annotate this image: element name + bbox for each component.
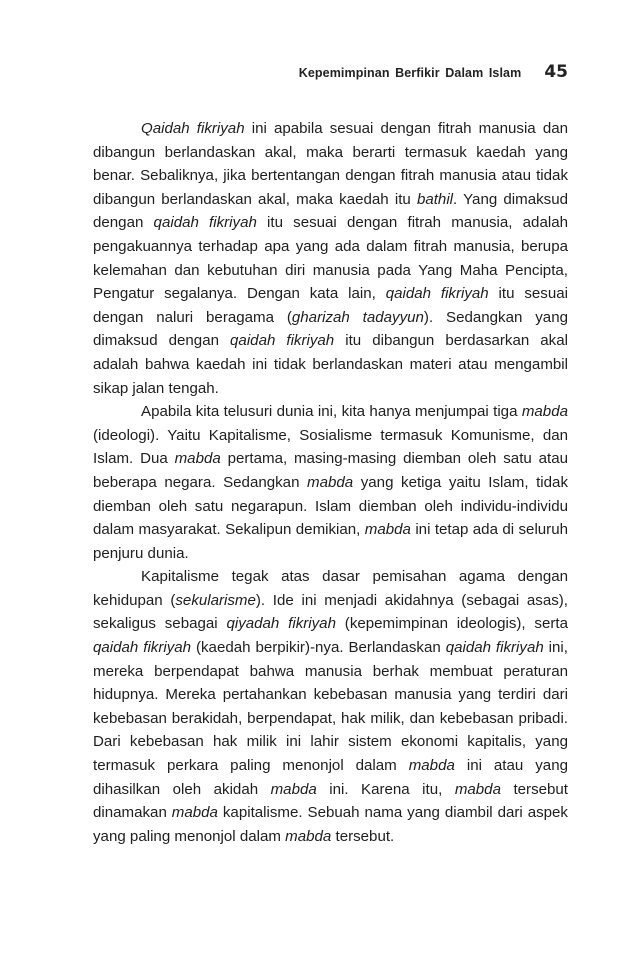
italic-term: qaidah fikriyah [445, 639, 544, 657]
paragraph [93, 117, 568, 400]
italic-term: qiyadah fikriyah [226, 615, 336, 633]
text-run: (ideologi). Yaitu Kapitalisme, Sosialisme termasuk Komunisme, dan Islam. Dua [93, 426, 568, 468]
text-run: ). Sedangkan yang dimaksud dengan [93, 308, 568, 350]
text-run: ini tetap ada di seluruh penjuru dunia. [93, 521, 569, 562]
text-run: itu sesuai dengan naluri beragama ( [93, 285, 568, 326]
italic-term: mabda [171, 804, 218, 822]
italic-term: mabda [408, 757, 455, 775]
running-head [93, 62, 568, 90]
text-run: tersebut dinamakan [93, 780, 568, 822]
italic-term: qaidah fikriyah [385, 285, 489, 303]
text-run: tersebut. [331, 827, 395, 845]
italic-term: mabda [307, 473, 354, 491]
text-run: pertama, masing-masing diemban oleh satu atau beberapa negara. Sedangkan [93, 450, 568, 491]
text-run: itu dibangun berdasarkan akal adalah bahwa kaedah ini tidak berlandaskan materi atau mengambil sikap jalan tengah. [93, 332, 568, 397]
italic-term: qaidah fikriyah [230, 332, 335, 350]
text-run: ini, mereka berpendapat bahwa manusia berhak membuat peraturan hidupnya. Mereka pertahankan kebebasan manusia yang terdiri dari kebebasan berakidah, berpendapat, hak milik, dan kebebasan pribadi. Dari kebebasan hak milik ini lahir sistem ekonomi kapitalis, yang termasuk perkara paling menonjol dalam [93, 639, 568, 775]
text-run: (kaedah berpikir)-nya. Berlandaskan [191, 639, 446, 657]
italic-term: mabda [285, 827, 332, 845]
italic-term: mabda [270, 780, 317, 798]
italic-term: sekularisme [175, 591, 256, 609]
body-text [93, 117, 568, 848]
italic-term: qaidah fikriyah [153, 214, 257, 232]
text-run: . Yang dimaksud dengan [93, 190, 568, 232]
italic-term: Qaidah fikriyah [141, 120, 245, 137]
text-run: ). Ide ini menjadi akidahnya (sebagai asas), sekaligus sebagai [93, 591, 568, 633]
italic-term: mabda [521, 403, 568, 421]
page-number: 45 [544, 62, 568, 82]
text-run: itu sesuai dengan fitrah manusia, adalah pengakuannya terhadap apa yang ada dalam fitrah manusia, berupa kelemahan dan kebutuhan diri manusia pada Yang Maha Pencipta, Pengatur segalanya. Dengan kata lain, [93, 214, 568, 303]
paragraph [93, 565, 568, 848]
italic-term: gharizah tadayyun [291, 308, 424, 326]
text-run: Kapitalisme tegak atas dasar pemisahan agama dengan kehidupan ( [93, 568, 568, 609]
text-run: Apabila kita telusuri dunia ini, kita hanya menjumpai tiga [141, 403, 522, 421]
italic-term: bathil [416, 190, 454, 208]
text-run: (kepemimpinan ideologis), serta [335, 615, 568, 633]
italic-term: mabda [364, 521, 411, 539]
italic-term: qaidah fikriyah [93, 639, 192, 657]
italic-term: mabda [174, 450, 221, 468]
text-run: ini apabila sesuai dengan fitrah manusia dan dibangun berlandaskan akal, maka berarti termasuk kaedah yang benar. Sebaliknya, jika bertentangan dengan fitrah manusia atau tidak dibangun berlandaskan akal, maka kaedah itu [93, 120, 568, 208]
text-run: kapitalisme. Sebuah nama yang diambil dari aspek yang paling menonjol dalam [93, 804, 568, 845]
text-run: ini atau yang dihasilkan oleh akidah [93, 757, 568, 798]
text-run: yang ketiga yaitu Islam, tidak diemban oleh satu negarapun. Islam diemban oleh individu-individu dalam masyarakat. Sekalipun demikian, [93, 473, 568, 539]
italic-term: mabda [454, 780, 501, 798]
text-run: ini. Karena itu, [316, 780, 455, 798]
running-title: Kepemimpinan Berfikir Dalam Islam [298, 66, 522, 80]
paragraph [93, 400, 568, 565]
